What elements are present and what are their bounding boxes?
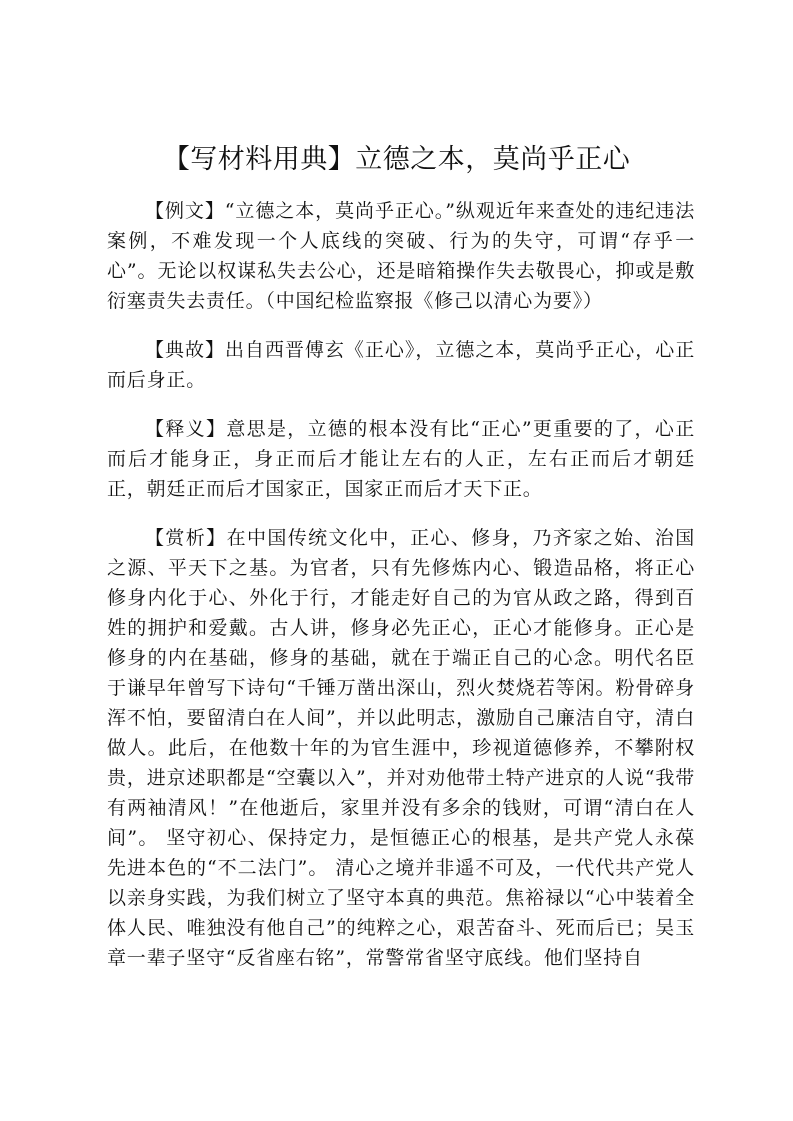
paragraph-label: 【释义】 bbox=[145, 418, 227, 440]
paragraph-example bbox=[107, 196, 695, 316]
paragraph-label: 【例文】 bbox=[145, 200, 225, 222]
paragraph-interpretation bbox=[107, 414, 695, 504]
paragraph-text: 出自西晋傅玄《正心》，立德之本，莫尚乎正心，心正而后身正。 bbox=[107, 339, 696, 391]
paragraph-text: 在中国传统文化中，正心、修身，乃齐家之始、治国之源、平天下之基。为官者，只有先修炼内心、锻造品格，将正心修身内化于心、外化于行，才能走好自己的为官从政之路，得到百姓的拥护和爱戴。古人讲，修身必先正心，正心才能修身。正心是修身的内在基础，修身的基础，就在于端正自己的心念。明代名臣于谦早年曾写下诗句“千锤万凿出深山，烈火焚烧若等闲。粉骨碎身浑不怕，要留清白在人间”，并以此明志，激励自己廉洁自守，清白做人。此后，在他数十年的为官生涯中，珍视道德修养，不攀附权贵，进京述职都是“空囊以入”，并对劝他带土特产进京的人说“我带有两袖清风！”在他逝后，家里并没有多余的钱财，可谓“清白在人间”。 坚守初心、保持定力，是恒德正心的根基，是共产党人永葆先进本色的“不二法门”。 清心之境并非遥不可及，一代代共产党人以亲身实践，为我们树立了坚守本真的典范。焦裕禄以“心中装着全体人民、唯独没有他自己”的纯粹之心，艰苦奋斗、死而后已；吴玉章一辈子坚守“反省座右铭”，常警常省坚守底线。他们坚持自 bbox=[107, 527, 696, 969]
document-title: 【写材料用典】立德之本，莫尚乎正心 bbox=[162, 144, 631, 175]
document-body bbox=[107, 196, 695, 992]
paragraph-label: 【赏析】 bbox=[145, 527, 227, 549]
paragraph-appreciation bbox=[107, 523, 695, 973]
paragraph-text: “立德之本，莫尚乎正心。”纵观近年来查处的违纪违法案例，不难发现一个人底线的突破、行为的失守，可谓“存乎一心”。无论以权谋私失去公心，还是暗箱操作失去敬畏心，抑或是敷衍塞责失去责任。（中国纪检监察报《修己以清心为要》） bbox=[107, 200, 696, 312]
paragraph-text: 意思是，立德的根本没有比“正心”更重要的了，心正而后才能身正，身正而后才能让左右的人正，左右正而后才朝廷正，朝廷正而后才国家正，国家正而后才天下正。 bbox=[107, 418, 695, 500]
paragraph-allusion bbox=[107, 335, 695, 395]
paragraph-label: 【典故】 bbox=[145, 339, 225, 361]
